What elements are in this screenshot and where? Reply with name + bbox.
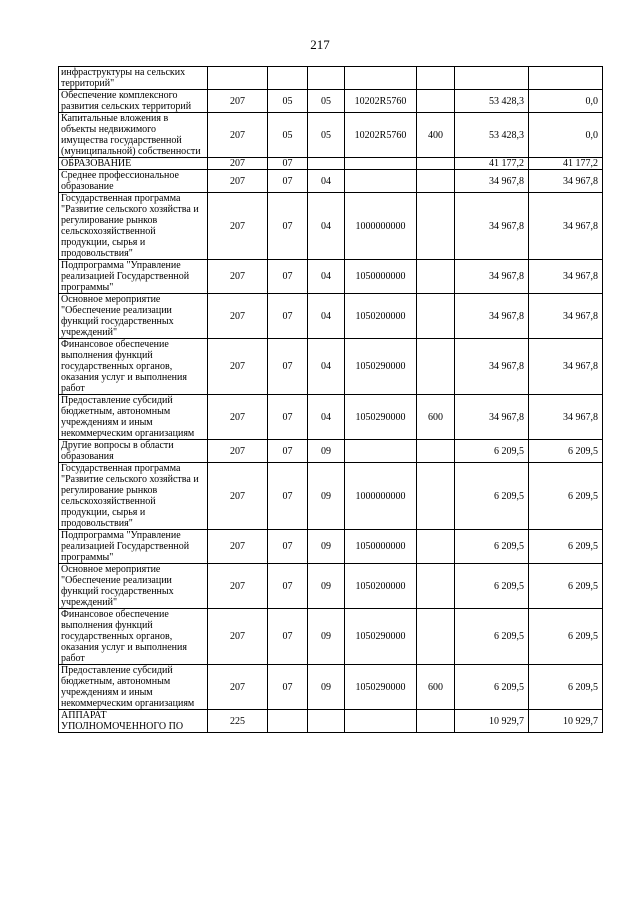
row-pr-cell: 04 [308, 395, 345, 440]
row-name-cell: Финансовое обеспечение выполнения функций государственных органов, оказания услуг и выполнения работ [59, 609, 208, 665]
row-sum2-cell: 34 967,8 [529, 193, 603, 260]
table-row [59, 564, 603, 609]
table-row [59, 193, 603, 260]
row-pr-cell: 09 [308, 463, 345, 530]
row-rz-cell: 07 [268, 170, 308, 193]
row-name-cell: Другие вопросы в области образования [59, 440, 208, 463]
row-name-cell: Финансовое обеспечение выполнения функций государственных органов, оказания услуг и выполнения работ [59, 339, 208, 395]
row-sum1-cell: 34 967,8 [455, 260, 529, 294]
budget-table [58, 66, 603, 733]
row-sum2-cell: 6 209,5 [529, 440, 603, 463]
row-sum1-cell: 6 209,5 [455, 530, 529, 564]
row-cs-cell: 1050290000 [345, 665, 417, 710]
row-sum1-cell: 53 428,3 [455, 90, 529, 113]
row-vr-cell: 600 [417, 665, 455, 710]
row-cs-cell [345, 710, 417, 733]
row-vr-cell [417, 530, 455, 564]
row-name-cell: инфраструктуры на сельских территорий" [59, 67, 208, 90]
row-name-cell: АППАРАТ УПОЛНОМОЧЕННОГО ПО [59, 710, 208, 733]
row-sum2-cell: 34 967,8 [529, 339, 603, 395]
budget-table-body [59, 67, 603, 733]
row-cs-cell: 1000000000 [345, 193, 417, 260]
row-gr-cell: 207 [208, 395, 268, 440]
row-sum1-cell: 6 209,5 [455, 463, 529, 530]
row-cs-cell: 1050290000 [345, 339, 417, 395]
row-sum1-cell: 6 209,5 [455, 440, 529, 463]
row-name-cell: Предоставление субсидий бюджетным, автономным учреждениям и иным некоммерческим организациям [59, 665, 208, 710]
row-sum2-cell: 10 929,7 [529, 710, 603, 733]
row-rz-cell: 07 [268, 294, 308, 339]
row-vr-cell [417, 710, 455, 733]
row-name-cell: ОБРАЗОВАНИЕ [59, 158, 208, 170]
row-vr-cell: 400 [417, 113, 455, 158]
row-cs-cell [345, 67, 417, 90]
row-vr-cell [417, 170, 455, 193]
row-sum1-cell: 34 967,8 [455, 294, 529, 339]
row-cs-cell: 10202R5760 [345, 113, 417, 158]
row-sum2-cell: 0,0 [529, 90, 603, 113]
row-name-cell: Подпрограмма "Управление реализацией Государственной программы" [59, 530, 208, 564]
row-gr-cell: 207 [208, 440, 268, 463]
row-vr-cell [417, 90, 455, 113]
row-pr-cell: 09 [308, 440, 345, 463]
row-pr-cell: 04 [308, 170, 345, 193]
row-gr-cell: 225 [208, 710, 268, 733]
row-gr-cell: 207 [208, 294, 268, 339]
row-pr-cell: 09 [308, 609, 345, 665]
row-name-cell: Основное мероприятие "Обеспечение реализации функций государственных учреждений" [59, 294, 208, 339]
row-sum1-cell: 34 967,8 [455, 395, 529, 440]
table-row [59, 665, 603, 710]
table-row [59, 170, 603, 193]
row-sum2-cell: 6 209,5 [529, 463, 603, 530]
row-sum1-cell: 41 177,2 [455, 158, 529, 170]
row-rz-cell: 07 [268, 339, 308, 395]
row-sum2-cell: 0,0 [529, 113, 603, 158]
table-row [59, 67, 603, 90]
row-gr-cell: 207 [208, 113, 268, 158]
row-sum1-cell: 34 967,8 [455, 339, 529, 395]
row-rz-cell: 07 [268, 665, 308, 710]
row-vr-cell [417, 609, 455, 665]
row-sum2-cell [529, 67, 603, 90]
row-vr-cell [417, 158, 455, 170]
row-sum1-cell: 34 967,8 [455, 170, 529, 193]
row-gr-cell: 207 [208, 609, 268, 665]
row-name-cell: Основное мероприятие "Обеспечение реализации функций государственных учреждений" [59, 564, 208, 609]
row-sum2-cell: 6 209,5 [529, 564, 603, 609]
row-pr-cell: 04 [308, 339, 345, 395]
row-sum2-cell: 34 967,8 [529, 294, 603, 339]
row-cs-cell: 1000000000 [345, 463, 417, 530]
row-cs-cell: 1050000000 [345, 260, 417, 294]
row-sum2-cell: 34 967,8 [529, 395, 603, 440]
row-sum1-cell: 6 209,5 [455, 665, 529, 710]
row-rz-cell: 07 [268, 193, 308, 260]
row-cs-cell: 1050000000 [345, 530, 417, 564]
row-vr-cell: 600 [417, 395, 455, 440]
row-pr-cell: 04 [308, 193, 345, 260]
row-vr-cell [417, 193, 455, 260]
row-pr-cell: 04 [308, 260, 345, 294]
table-row [59, 339, 603, 395]
row-pr-cell: 09 [308, 530, 345, 564]
row-pr-cell: 04 [308, 294, 345, 339]
row-rz-cell: 07 [268, 440, 308, 463]
row-cs-cell [345, 170, 417, 193]
row-cs-cell [345, 158, 417, 170]
row-cs-cell: 1050200000 [345, 294, 417, 339]
row-cs-cell: 1050200000 [345, 564, 417, 609]
row-name-cell: Среднее профессиональное образование [59, 170, 208, 193]
row-name-cell: Капитальные вложения в объекты недвижимого имущества государственной (муниципальной) собственности [59, 113, 208, 158]
row-name-cell: Государственная программа "Развитие сельского хозяйства и регулирование рынков сельскохозяйственной продукции, сырья и продовольствия" [59, 193, 208, 260]
row-rz-cell: 07 [268, 564, 308, 609]
row-gr-cell [208, 67, 268, 90]
row-sum2-cell: 34 967,8 [529, 170, 603, 193]
row-vr-cell [417, 260, 455, 294]
row-rz-cell: 05 [268, 113, 308, 158]
row-sum1-cell: 10 929,7 [455, 710, 529, 733]
row-pr-cell [308, 67, 345, 90]
row-rz-cell: 07 [268, 395, 308, 440]
row-vr-cell [417, 339, 455, 395]
row-sum1-cell [455, 67, 529, 90]
row-gr-cell: 207 [208, 193, 268, 260]
row-gr-cell: 207 [208, 339, 268, 395]
row-pr-cell [308, 158, 345, 170]
row-name-cell: Обеспечение комплексного развития сельских территорий [59, 90, 208, 113]
table-row [59, 710, 603, 733]
row-rz-cell: 05 [268, 90, 308, 113]
row-gr-cell: 207 [208, 530, 268, 564]
row-gr-cell: 207 [208, 90, 268, 113]
row-gr-cell: 207 [208, 158, 268, 170]
row-gr-cell: 207 [208, 564, 268, 609]
row-sum1-cell: 34 967,8 [455, 193, 529, 260]
row-sum1-cell: 6 209,5 [455, 564, 529, 609]
row-sum2-cell: 41 177,2 [529, 158, 603, 170]
row-sum1-cell: 6 209,5 [455, 609, 529, 665]
table-row [59, 113, 603, 158]
row-rz-cell: 07 [268, 158, 308, 170]
table-row [59, 294, 603, 339]
page-number: 217 [310, 37, 330, 52]
row-rz-cell [268, 710, 308, 733]
table-row [59, 530, 603, 564]
row-sum2-cell: 6 209,5 [529, 665, 603, 710]
row-vr-cell [417, 463, 455, 530]
row-rz-cell [268, 67, 308, 90]
row-pr-cell: 05 [308, 113, 345, 158]
row-pr-cell [308, 710, 345, 733]
row-name-cell: Государственная программа "Развитие сельского хозяйства и регулирование рынков сельскохозяйственной продукции, сырья и продовольствия" [59, 463, 208, 530]
row-cs-cell [345, 440, 417, 463]
row-sum1-cell: 53 428,3 [455, 113, 529, 158]
table-row [59, 395, 603, 440]
row-cs-cell: 1050290000 [345, 395, 417, 440]
row-vr-cell [417, 294, 455, 339]
table-row [59, 609, 603, 665]
row-gr-cell: 207 [208, 665, 268, 710]
row-cs-cell: 1050290000 [345, 609, 417, 665]
table-row [59, 440, 603, 463]
row-rz-cell: 07 [268, 260, 308, 294]
table-row [59, 463, 603, 530]
row-sum2-cell: 34 967,8 [529, 260, 603, 294]
row-sum2-cell: 6 209,5 [529, 530, 603, 564]
row-pr-cell: 09 [308, 564, 345, 609]
row-gr-cell: 207 [208, 463, 268, 530]
row-rz-cell: 07 [268, 530, 308, 564]
row-pr-cell: 05 [308, 90, 345, 113]
row-name-cell: Подпрограмма "Управление реализацией Государственной программы" [59, 260, 208, 294]
row-cs-cell: 10202R5760 [345, 90, 417, 113]
row-gr-cell: 207 [208, 170, 268, 193]
row-rz-cell: 07 [268, 463, 308, 530]
row-sum2-cell: 6 209,5 [529, 609, 603, 665]
row-vr-cell [417, 440, 455, 463]
table-row [59, 260, 603, 294]
table-row [59, 158, 603, 170]
table-row [59, 90, 603, 113]
row-vr-cell [417, 564, 455, 609]
row-rz-cell: 07 [268, 609, 308, 665]
row-name-cell: Предоставление субсидий бюджетным, автономным учреждениям и иным некоммерческим организациям [59, 395, 208, 440]
row-pr-cell: 09 [308, 665, 345, 710]
row-gr-cell: 207 [208, 260, 268, 294]
row-vr-cell [417, 67, 455, 90]
